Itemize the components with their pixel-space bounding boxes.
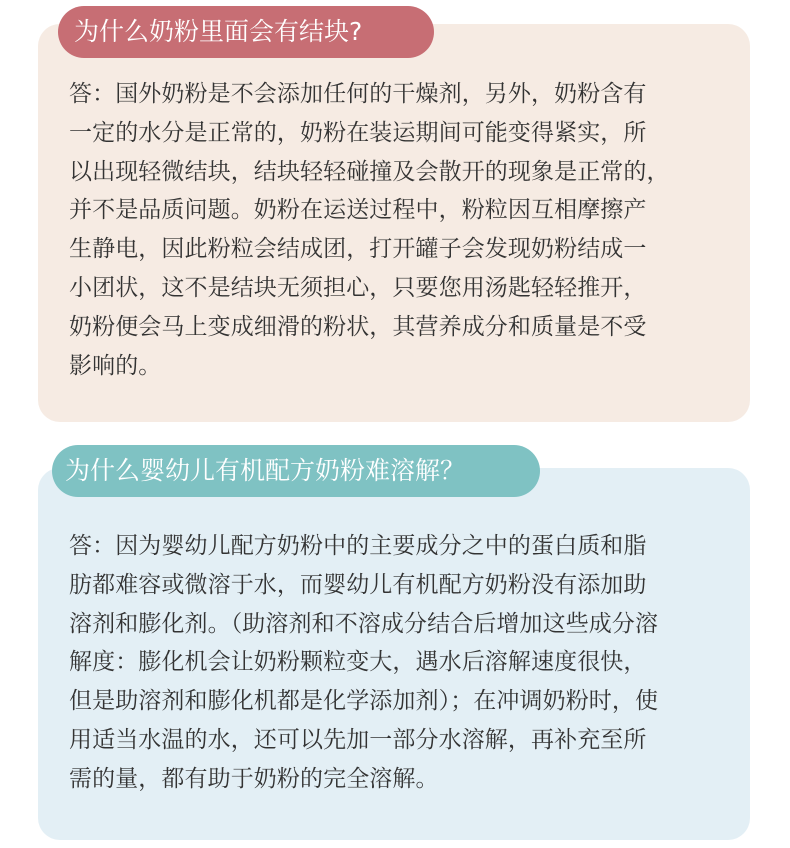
answer-line: 用适当水温的水，还可以先加一部分水溶解，再补充至所 (69, 726, 647, 753)
faq-question-clumping-title: 为什么奶粉里面会有结块? (58, 6, 434, 58)
answer-line: 奶粉便会马上变成细滑的粉状，其营养成分和质量是不受 (69, 313, 647, 340)
answer-line: 需的量，都有助于奶粉的完全溶解。 (69, 765, 439, 792)
answer-line: 答：因为婴幼儿配方奶粉中的主要成分之中的蛋白质和脂 (69, 533, 647, 559)
answer-line: 溶剂和膨化剂。（助溶剂和不溶成分结合后增加这些成分溶 (69, 610, 659, 637)
answer-line: 小团状，这不是结块无须担心，只要您用汤匙轻轻推开， (69, 274, 647, 301)
faq-answer-clumping (69, 75, 734, 385)
answer-line: 解度：膨化机会让奶粉颗粒变大，遇水后溶解速度很快， (69, 649, 647, 676)
answer-line: 以出现轻微结块，结块轻轻碰撞及会散开的现象是正常的， (69, 158, 670, 185)
answer-line: 生静电，因此粉粒会结成团，打开罐子会发现奶粉结成一 (69, 236, 647, 263)
faq-answer-dissolving (69, 527, 734, 799)
faq-question-dissolving-title: 为什么婴幼儿有机配方奶粉难溶解？ (52, 445, 540, 497)
answer-line: 答：国外奶粉是不会添加任何的干燥剂，另外，奶粉含有 (69, 81, 647, 107)
answer-line: 一定的水分是正常的，奶粉在装运期间可能变得紧实，所 (69, 119, 647, 146)
answer-line: 并不是品质问题。奶粉在运送过程中，粉粒因互相摩擦产 (69, 197, 647, 224)
answer-line: 但是助溶剂和膨化机都是化学添加剂）；在冲调奶粉时，使 (69, 688, 659, 715)
answer-line: 影响的。 (69, 352, 162, 379)
answer-line: 肪都难容或微溶于水，而婴幼儿有机配方奶粉没有添加助 (69, 571, 647, 598)
